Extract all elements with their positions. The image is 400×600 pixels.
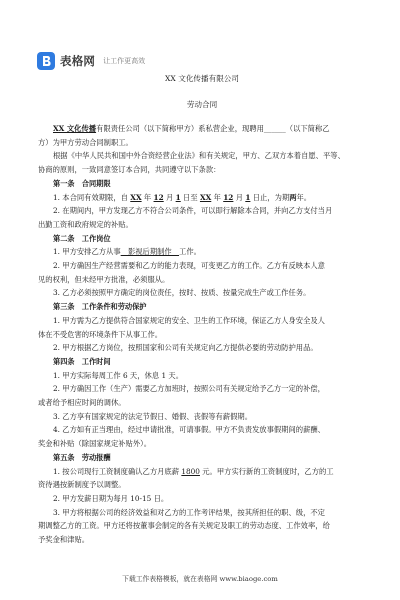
salary-amount: 1800 bbox=[181, 466, 200, 476]
b-logo-icon bbox=[37, 52, 55, 70]
brand-name: 表格网 bbox=[60, 54, 96, 68]
footer-download-link[interactable]: 下载工作表格模板，就在表格网 www.biaoge.com bbox=[122, 575, 278, 583]
clause-continuation: 见的权利，但未经甲方批准，必须服从。 bbox=[38, 274, 170, 284]
employee-name-blank: ______ bbox=[263, 124, 286, 133]
intro-line-4: 协商的原则，一致同意签订本合同，共同遵守以下条款： bbox=[38, 165, 221, 175]
intro-line-1: XX 文化传播有限责任公司（以下简称甲方）系私营企业，现聘用______（以下简称乙 bbox=[53, 124, 330, 133]
intro-line-3: 根据《中华人民共和国中外合资经营企业法》和有关规定，甲方、乙双方本着自愿、平等、 bbox=[53, 151, 345, 161]
brand-header bbox=[37, 51, 145, 71]
section-heading: 第二条 工作岗位 bbox=[53, 233, 111, 243]
clause-continuation: 体在不受危害的环境条件下从事工作。 bbox=[38, 329, 163, 339]
clause: 2. 甲方发薪日期为每月 10-15 日。 bbox=[53, 493, 169, 503]
clause: 3. 甲方将根据公司的经济效益和对乙方的工作考评结果，按其所担任的职、级，不定 bbox=[53, 507, 325, 517]
company-name: XX 文化传播有限公司 bbox=[165, 74, 239, 83]
clause: 3. 乙方享有国家规定的法定节假日、婚假、丧假等有薪假期。 bbox=[53, 411, 252, 421]
clause: 1. 按公司现行工资制度确认乙方月底薪 1800 元。甲方实行新的工资制度时，乙方的工 bbox=[53, 466, 334, 476]
clause-continuation: 奖金和补贴（除国家规定补贴外）。 bbox=[38, 439, 152, 449]
clause: 1. 甲方实际每周工作 6 天，休息 1 天。 bbox=[53, 370, 183, 380]
job-title: 影视后期制作 bbox=[120, 247, 180, 257]
clause: 1. 本合同有效期限，自 XX 年 12 月 1 日至 XX 年 12 月 1 日止，为期两年。 bbox=[53, 192, 312, 202]
clause: 1. 甲方需为乙方提供符合国家规定的安全、卫生的工作环境，保证乙方人身安全及人 bbox=[53, 315, 325, 325]
clause-continuation: 资待遇按新制度予以调整。 bbox=[38, 480, 126, 490]
clause-continuation: 出勤工资和政府规定的补贴。 bbox=[38, 219, 133, 229]
clause: 2. 甲方确因工作（生产）需要乙方加班时，按照公司有关规定给予乙方一定的补偿， bbox=[53, 384, 325, 394]
section-heading: 第五条 劳动报酬 bbox=[53, 452, 111, 462]
brand-slogan: 让工作更高效 bbox=[103, 57, 146, 65]
clause: 3. 乙方必须按照甲方确定的岗位责任，按时、按质、按量完成生产或工作任务。 bbox=[53, 288, 311, 298]
clause-continuation: 期调整乙方的工资。甲方还将按董事会制定的各有关规定及职工的劳动态度、工作效率，给 bbox=[38, 521, 330, 531]
document-title: 劳动合同 bbox=[186, 100, 218, 109]
clause: 2. 甲方确因生产经营需要和乙方的能力表现，可变更乙方的工作。乙方有反映本人意 bbox=[53, 261, 325, 271]
clause-continuation: 或者给予相应时间的调休。 bbox=[38, 398, 126, 408]
clause: 2. 甲方根据乙方岗位，按照国家和公司有关规定向乙方提供必要的劳动防护用品。 bbox=[53, 343, 318, 353]
section-heading: 第四条 工作时间 bbox=[53, 356, 111, 366]
clause-continuation: 予奖金和津贴。 bbox=[38, 535, 90, 545]
clause: 4. 乙方如有正当理由，经过申请批准，可请事假。甲方不负责发放事假期间的薪酬、 bbox=[53, 425, 325, 435]
section-heading: 第三条 工作条件和劳动保护 bbox=[53, 302, 147, 312]
intro-line-2: 方）为甲方劳动合同制职工。 bbox=[38, 137, 133, 147]
contract-document bbox=[38, 72, 366, 547]
intro-company: XX 文化传播 bbox=[53, 124, 97, 133]
clause: 1. 甲方安排乙方从事 影视后期制作 工作。 bbox=[53, 247, 201, 257]
clause: 2. 在期间内，甲方发现乙方不符合公司条件，可以即行解除本合同，并向乙方支付当月 bbox=[53, 206, 333, 216]
section-heading: 第一条 合同期限 bbox=[53, 178, 111, 188]
